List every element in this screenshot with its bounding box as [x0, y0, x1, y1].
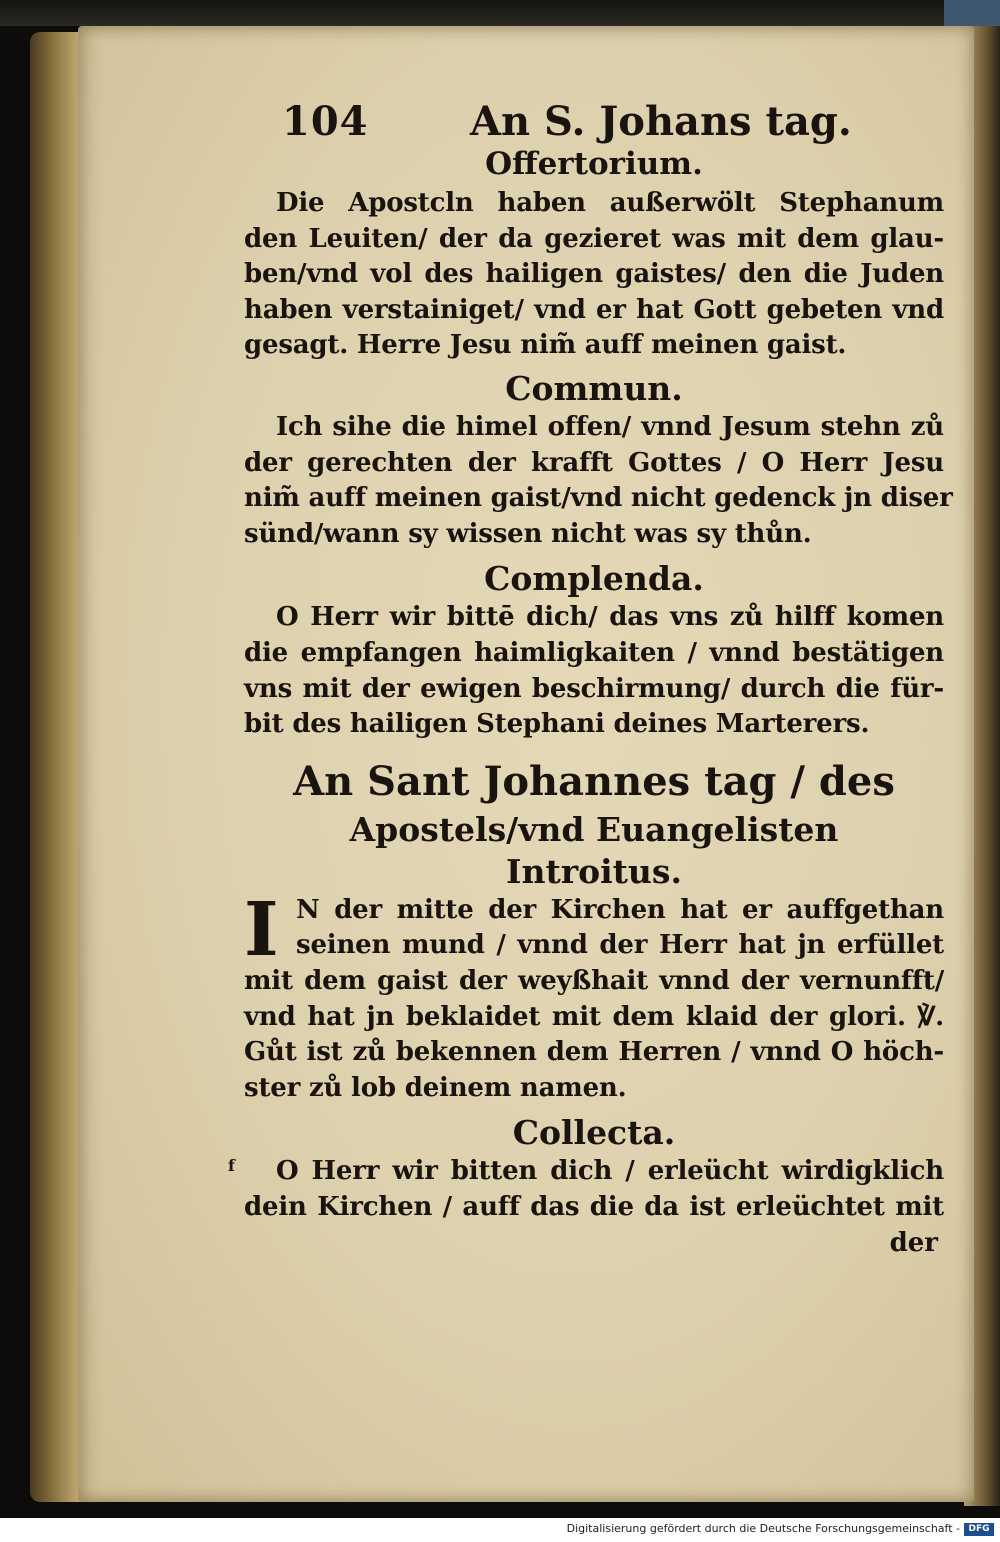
text-line: vnd hat jn beklaidet mit dem klaid der glori. ℣.	[244, 1001, 944, 1032]
binding-corner	[944, 0, 1000, 26]
text-line: ster zů lob deinem namen.	[244, 1072, 627, 1103]
page-number: 104	[282, 98, 369, 145]
top-border	[0, 0, 1000, 26]
feast-title-line-1: An Sant Johannes tag / des	[293, 757, 895, 805]
section-collecta	[228, 1154, 944, 1225]
page-text	[228, 96, 953, 1261]
text-line: N der mitte der Kirchen hat er auffgethan	[296, 894, 944, 925]
text-line: Ich sihe die himel offen/ vnnd Jesum stehn zů	[276, 411, 944, 442]
text-line: seinen mund / vnnd der Herr hat jn erfüllet	[296, 930, 944, 961]
text-line: O Herr wir bittē dich/ das vns zů hilff komen	[276, 602, 944, 633]
text-line: Die Apostcln haben außerwölt Stephanum	[276, 188, 944, 218]
feast-title-line-2: Apostels/vnd Euangelisten	[349, 809, 839, 849]
text-line: vns mit der ewigen beschirmung/ durch die für-	[244, 673, 944, 704]
section-introitus	[244, 886, 944, 1107]
text-line: Gůt ist zů bekennen dem Herren / vnnd O höch-	[244, 1037, 944, 1068]
funding-notice: Digitalisierung gefördert durch die Deutsche Forschungsgemeinschaft -	[566, 1522, 960, 1535]
dfg-logo-icon: DFG	[964, 1523, 994, 1536]
text-line: gesagt. Herre Jesu nim̃ auff meinen gaist.	[244, 330, 847, 361]
marginal-mark: f	[228, 1156, 235, 1176]
section-heading-complenda: Complenda.	[484, 559, 704, 599]
text-line: mit dem gaist der weyßhait vnnd der vernunfft/	[244, 965, 944, 996]
text-line: den Leuiten/ der da gezieret was mit dem glau-	[244, 223, 944, 254]
catchword: der	[889, 1228, 938, 1259]
section-commun	[244, 410, 953, 552]
running-head	[244, 96, 944, 158]
text-line: bit des hailigen Stephani deines Marterers.	[244, 709, 870, 740]
section-heading-collecta: Collecta.	[512, 1113, 676, 1153]
running-title: An S. Johans tag.	[470, 98, 852, 145]
section-heading-introitus: Introitus.	[506, 851, 682, 891]
section-heading-offertorium: Offertorium.	[485, 146, 703, 182]
drop-initial: I	[244, 886, 279, 973]
section-complenda	[244, 600, 944, 742]
section-offertorium	[244, 186, 944, 364]
text-line: nim̃ auff meinen gaist/vnd nicht gedenck jn diser	[244, 483, 953, 514]
text-line: sünd/wann sy wissen nicht was sy thůn.	[244, 518, 812, 549]
text-line: ben/vnd vol des hailigen gaistes/ den die Juden	[244, 259, 944, 290]
text-line: O Herr wir bitten dich / erleücht wirdigklich	[276, 1156, 944, 1187]
footer-bar	[0, 1518, 1000, 1542]
text-line: die empfangen haimligkaiten / vnnd bestätigen	[244, 637, 944, 668]
text-line: dein Kirchen / auff das die da ist erleüchtet mit	[244, 1191, 944, 1222]
section-heading-commun: Commun.	[505, 368, 683, 408]
text-line: der gerechten der krafft Gottes / O Herr Jesu	[244, 447, 944, 478]
text-line: haben verstainiget/ vnd er hat Gott gebeten vnd	[244, 294, 944, 325]
